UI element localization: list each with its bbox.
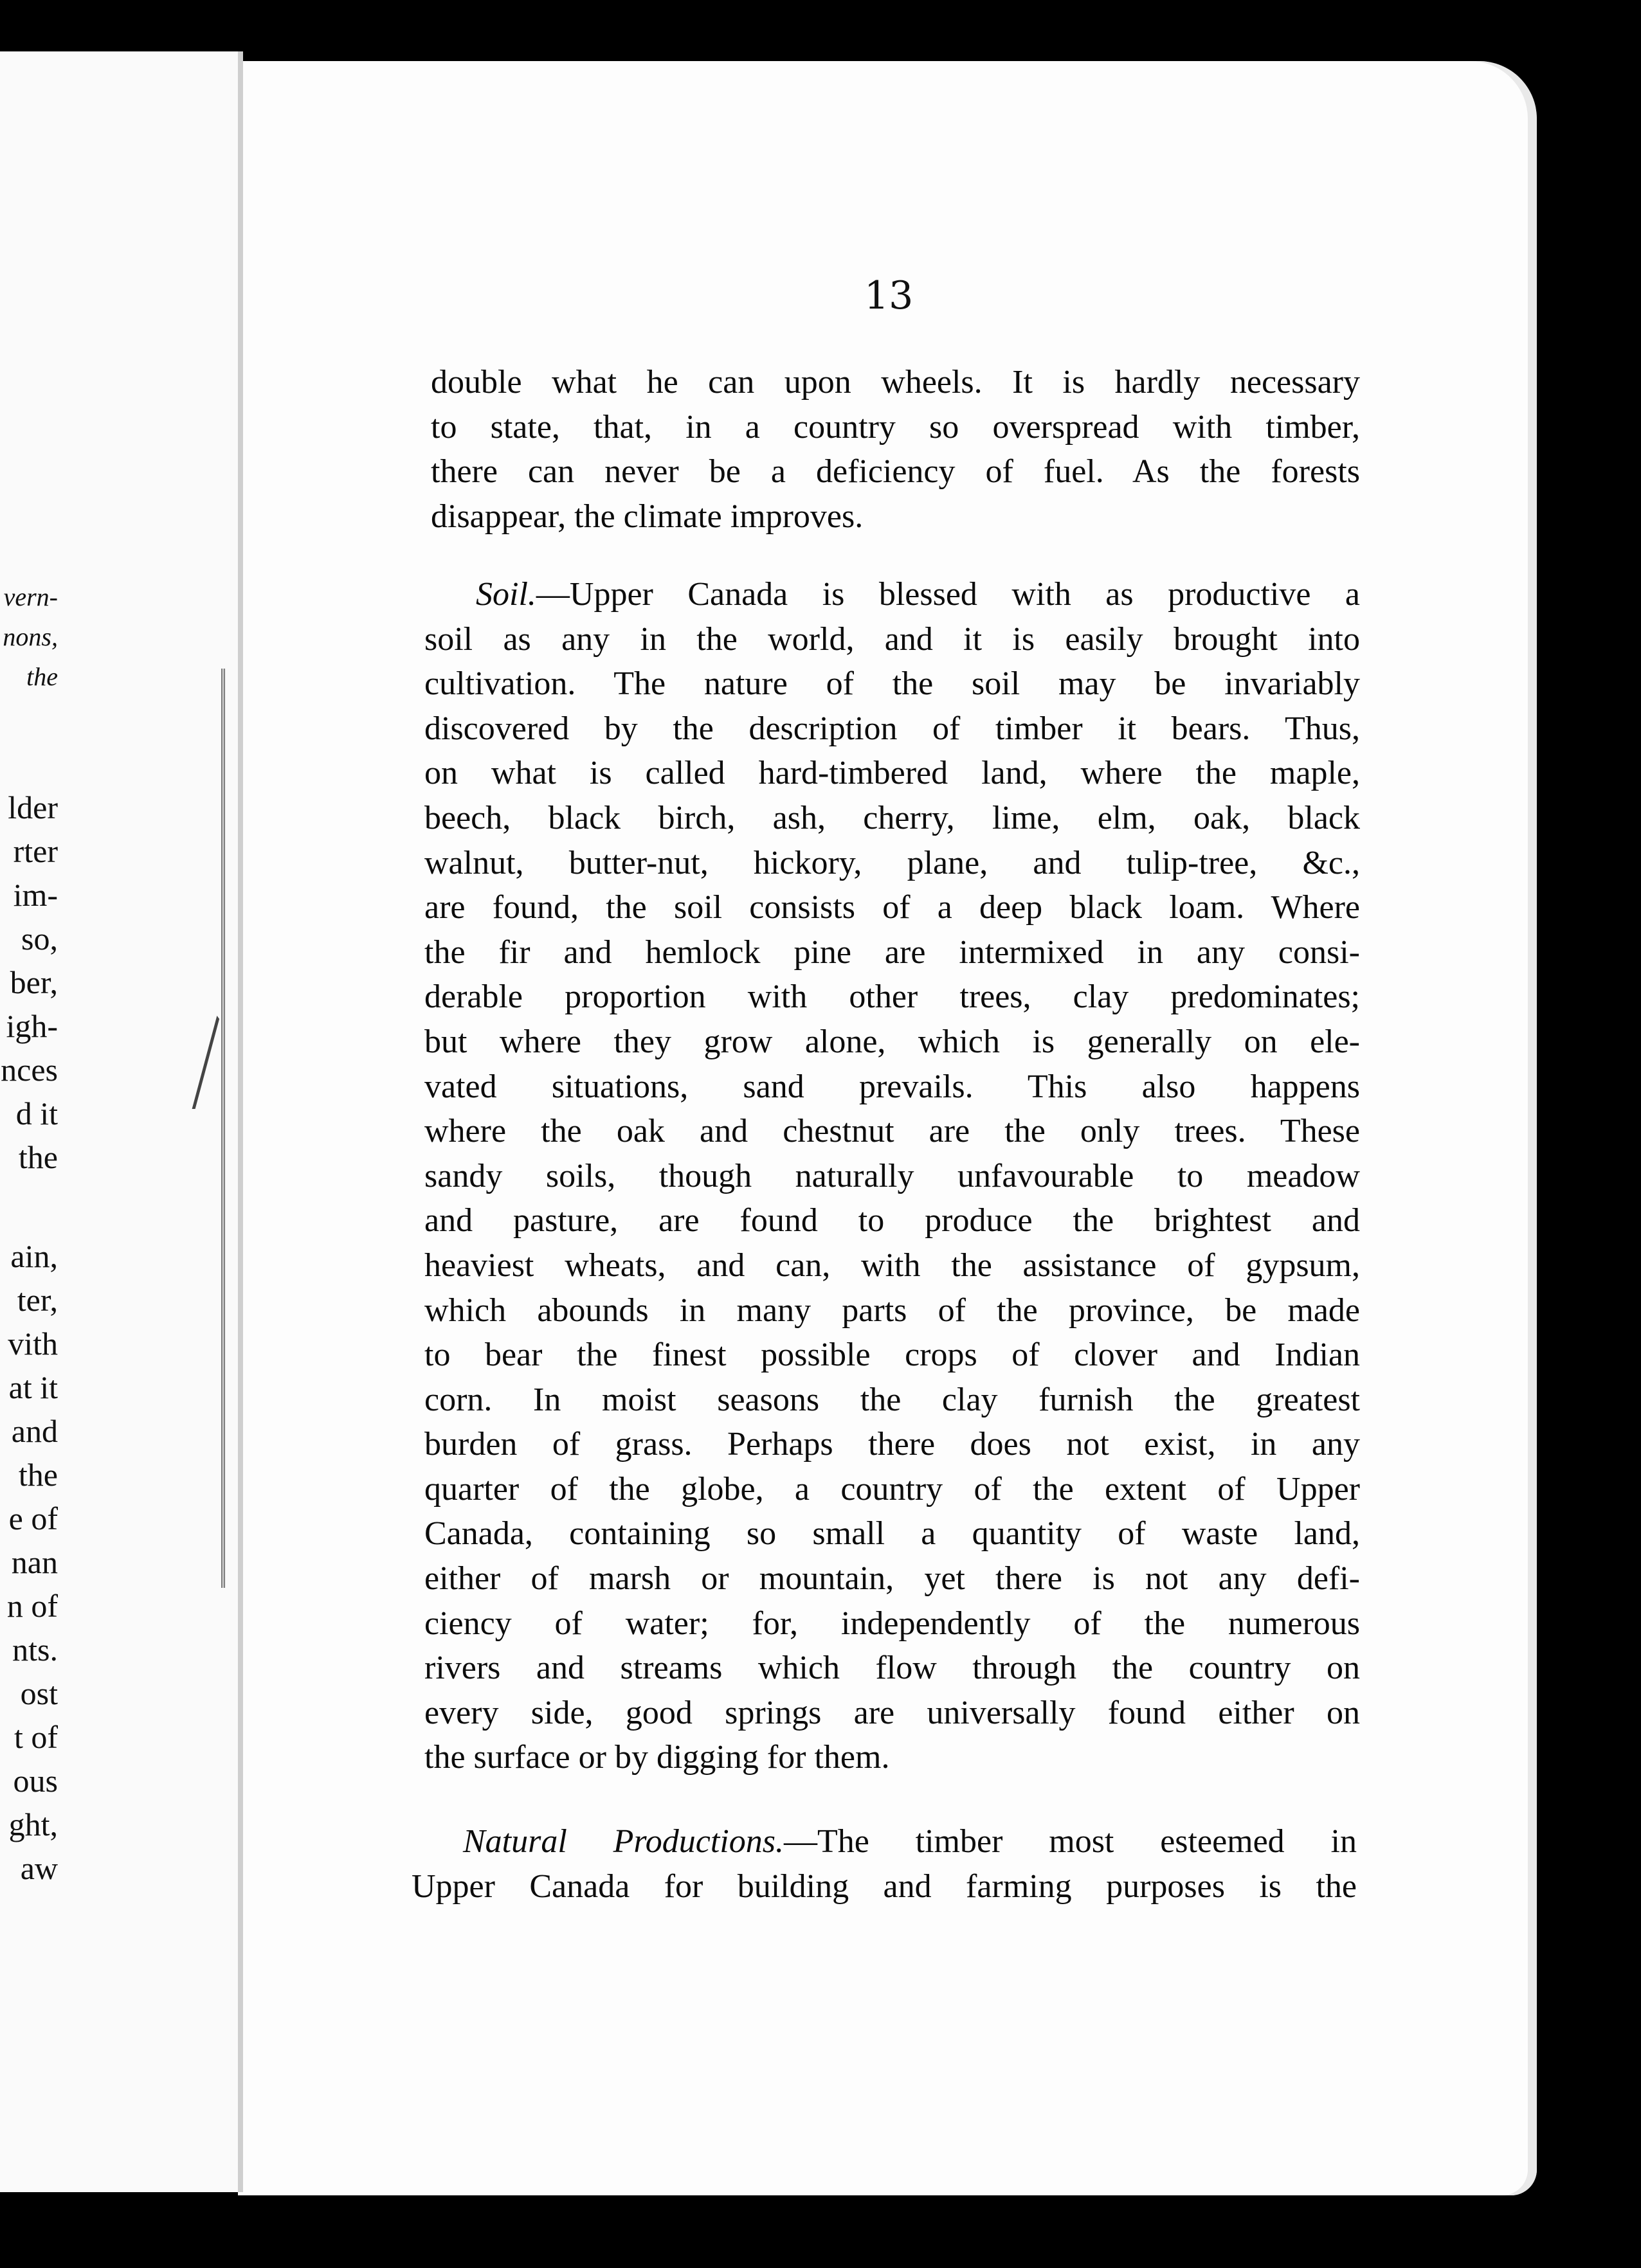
text-line: either of marsh or mountain, yet there is not any defi- — [424, 1560, 1360, 1598]
text-line: heaviest wheats, and can, with the assistance of gypsum, — [424, 1246, 1360, 1284]
text-line: disappear, the climate improves. — [431, 498, 864, 535]
text-line: the fir and hemlock pine are intermixed in any consi- — [424, 933, 1360, 971]
text-line: quarter of the globe, a country of the extent of Upper — [424, 1470, 1360, 1508]
text-line: discovered by the description of timber it bears. Thus, — [424, 710, 1360, 747]
facing-page-fragment: t of — [14, 1719, 58, 1755]
text-line-content: —The timber most esteemed in — [783, 1823, 1357, 1860]
text-line: beech, black birch, ash, cherry, lime, elm, oak, black — [424, 799, 1360, 836]
text-line: cultivation. The nature of the soil may be invariably — [424, 665, 1360, 703]
facing-page-fragment: nts. — [12, 1632, 58, 1668]
text-line: and pasture, are found to produce the brightest and — [424, 1202, 1360, 1239]
facing-page-fragment: rter — [13, 833, 58, 869]
text-line — [424, 572, 1360, 617]
facing-page-fragment: nons, — [3, 622, 58, 651]
facing-page-fragment: nan — [11, 1544, 58, 1580]
text-line — [412, 1819, 1357, 1864]
text-line: on what is called hard-timbered land, where the maple, — [424, 755, 1360, 792]
facing-page-fragment: vith — [8, 1326, 58, 1362]
section-heading-natural-productions: Natural Productions. — [463, 1823, 784, 1860]
text-line: there can never be a deficiency of fuel. As the forests — [431, 453, 1360, 491]
text-line: which abounds in many parts of the province, be made — [424, 1292, 1360, 1329]
facing-page-fragment: ous — [13, 1763, 58, 1799]
text-line: sandy soils, though naturally unfavourable to meadow — [424, 1157, 1360, 1194]
facing-page-fragment: d it — [15, 1095, 58, 1131]
facing-page-fragment: lder — [8, 789, 58, 825]
facing-page-fragment: ght, — [8, 1806, 58, 1842]
facing-page-fragment: ter, — [17, 1282, 58, 1318]
facing-page-fragment: vern- — [3, 582, 58, 611]
facing-page-fragment: im- — [13, 877, 58, 913]
text-line-content: —Upper Canada is blessed with as productive a — [536, 576, 1360, 613]
text-line: but where they grow alone, which is generally on ele- — [424, 1023, 1360, 1060]
page-gutter — [238, 51, 243, 2192]
text-line: the surface or by digging for them. — [424, 1739, 890, 1776]
text-line: rivers and streams which flow through the country on — [424, 1650, 1360, 1687]
text-line: where the oak and chestnut are the only trees. These — [424, 1113, 1360, 1150]
text-line: soil as any in the world, and it is easily brought into — [424, 620, 1360, 658]
facing-page-fragment: ost — [20, 1675, 58, 1711]
text-line: corn. In moist seasons the clay furnish the greatest — [424, 1381, 1360, 1418]
paragraph-soil — [424, 572, 1360, 1780]
section-heading-soil: Soil. — [476, 576, 536, 613]
text-line: double what he can upon wheels. It is hardly necessary — [431, 364, 1360, 401]
paragraph-natural-productions — [412, 1819, 1357, 1909]
facing-page-fragment: and — [11, 1413, 58, 1449]
text-line: Canada, containing so small a quantity of waste land, — [424, 1515, 1360, 1553]
facing-page-fragment: aw — [20, 1850, 58, 1886]
text-line: are found, the soil consists of a deep black loam. Where — [424, 889, 1360, 926]
facing-page-fragment: e of — [8, 1500, 58, 1536]
facing-page-fragment: ber, — [10, 964, 58, 1000]
facing-page-fragment: n of — [6, 1588, 58, 1624]
facing-page-fragment: the — [18, 1139, 58, 1175]
page-number: 13 — [864, 273, 914, 318]
facing-page-fragment: at it — [8, 1369, 58, 1405]
text-line: to state, that, in a country so overspread with timber, — [431, 408, 1360, 446]
text-line: vated situations, sand prevails. This also happens — [424, 1068, 1360, 1105]
facing-page-fragment: igh- — [6, 1008, 58, 1044]
text-line: burden of grass. Perhaps there does not exist, in any — [424, 1426, 1360, 1463]
binding-thread — [221, 669, 225, 1588]
facing-page-fragment: ain, — [10, 1238, 58, 1274]
text-line: Upper Canada for building and farming purposes is the — [412, 1868, 1357, 1905]
text-line: walnut, butter-nut, hickory, plane, and tulip-tree, &c., — [424, 844, 1360, 881]
text-line: every side, good springs are universally found either on — [424, 1694, 1360, 1731]
facing-page-fragment: nces — [1, 1052, 58, 1088]
facing-page-fragment: the — [18, 1457, 58, 1493]
facing-page-fragment: the — [26, 662, 58, 691]
paragraph-fuel — [431, 360, 1360, 539]
text-line: derable proportion with other trees, clay predominates; — [424, 978, 1360, 1016]
text-line: to bear the finest possible crops of clover and Indian — [424, 1336, 1360, 1374]
facing-page-fragment: so, — [21, 921, 58, 957]
text-line: ciency of water; for, independently of the numerous — [424, 1605, 1360, 1642]
